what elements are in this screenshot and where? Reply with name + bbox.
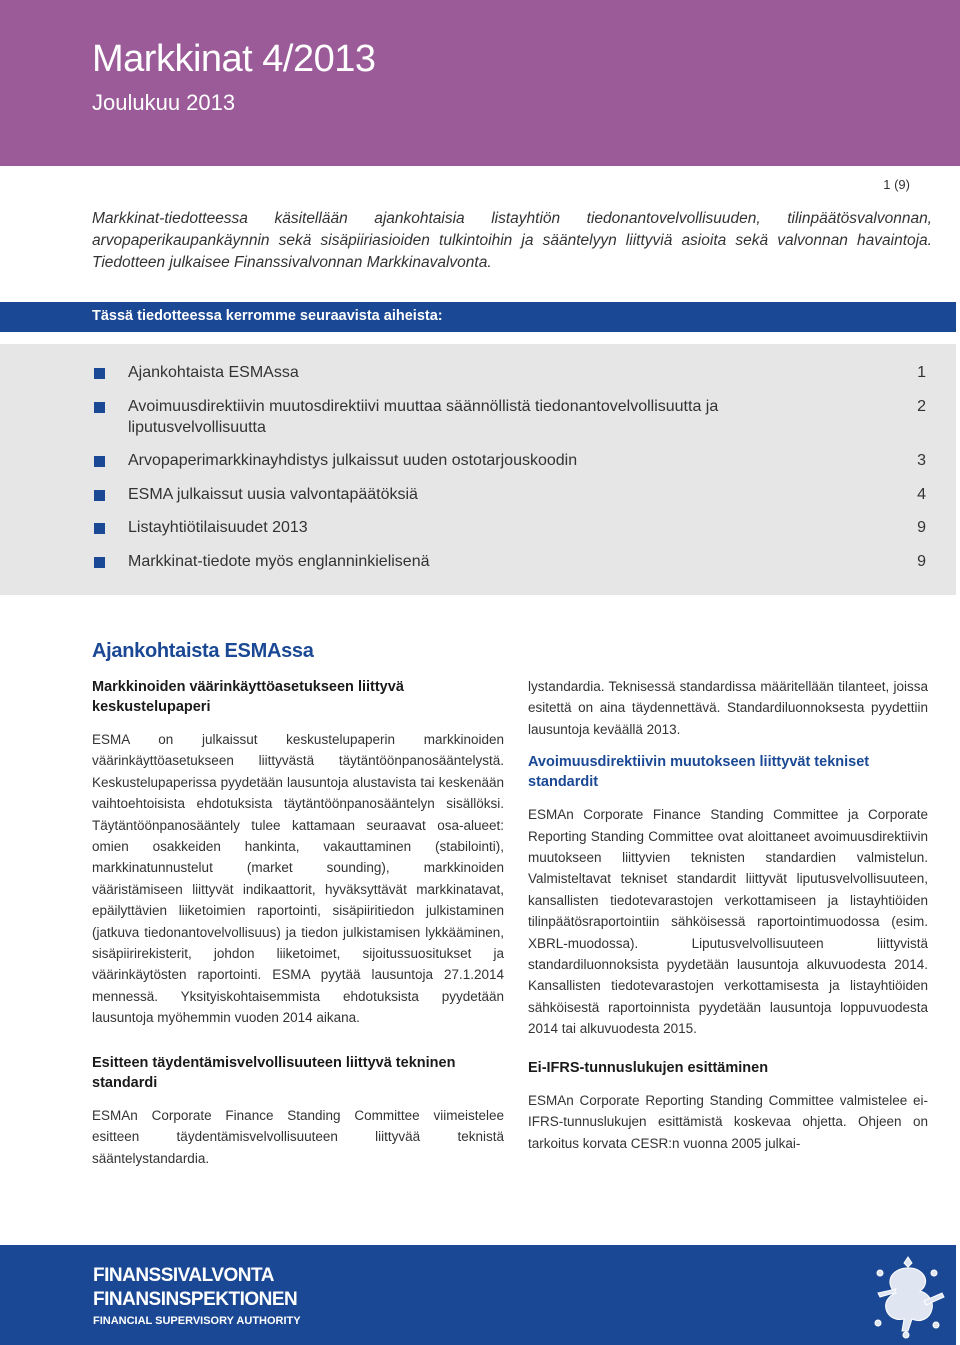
square-bullet-icon xyxy=(94,557,105,568)
header-banner xyxy=(0,0,960,166)
subheading: Avoimuusdirektiivin muutokseen liittyvät tekniset standardit xyxy=(528,754,870,791)
toc-item-page: 9 xyxy=(917,553,926,570)
toc-item-label: Arvopaperimarkkinayhdistys julkaissut uuden ostotarjouskoodin xyxy=(128,452,578,469)
brand-name-en: FINANCIAL SUPERVISORY AUTHORITY xyxy=(93,1315,301,1327)
body-paragraph: ESMAn Corporate Finance Standing Committee viimeistelee esitteen täydentämisvelvollisuuteen liittyvää teknistä sääntelystandardia. xyxy=(92,1107,504,1166)
toc-item-page: 9 xyxy=(917,519,926,536)
square-bullet-icon xyxy=(94,523,105,534)
toc-item-label: Avoimuusdirektiivin muutosdirektiivi muuttaa säännöllistä tiedonantovelvollisuutta ja liputusvelvollisuutta xyxy=(128,398,719,436)
toc-item-label: Markkinat-tiedote myös englanninkielisenä xyxy=(128,553,430,570)
toc-item-page: 1 xyxy=(917,364,926,381)
brand-name-fi: FINANSSIVALVONTA xyxy=(93,1265,274,1286)
topics-heading: Tässä tiedotteessa kerromme seuraavista aiheista: xyxy=(92,308,443,324)
square-bullet-icon xyxy=(94,402,105,413)
toc-item-label: Listayhtiötilaisuudet 2013 xyxy=(128,519,308,536)
body-paragraph: lystandardia. Teknisessä standardissa määritellään tilanteet, joissa esitettä on aina täydennettävä. Standardiluonnoksesta pyydettiin lausuntoja keväällä 2013. xyxy=(528,679,928,737)
toc-item-page: 2 xyxy=(917,398,926,415)
subheading: Esitteen täydentämisvelvollisuuteen liittyvä tekninen standardi xyxy=(92,1054,456,1091)
brand-name-sv: FINANSINSPEKTIONEN xyxy=(93,1289,298,1310)
toc-item-page: 3 xyxy=(917,452,926,469)
publication-title: Markkinat 4/2013 xyxy=(92,38,376,80)
square-bullet-icon xyxy=(94,490,105,501)
body-paragraph: ESMA on julkaissut keskustelupaperin markkinoiden väärinkäyttöasetukseen liittyvästä täytäntöönpanosääntelystä. Keskustelupaperissa pyydetään lausuntoja alustavista tai keskenään vaihtoehtoisista ehdotuksista täytäntöönpanosääntelyn sisällöksi. Täytäntöönpanosääntely tulee kattamaan seuraavat osa-alueet: omien osakkeiden hankinta, vakauttaminen (stabilointi), markkinatunnustelut (market sounding), markkinoiden vääristämiseen liittyvät indikaattorit, hyväksyttävät markkinatavat, epäilyttävien liiketoimien raportointi, sisäpiiritiedon julkistaminen (jatkuva tiedonantovelvollisuus) ja tiedon julkistamisen lykkääminen, sisäpiirirekisterit, johdon liiketoimet, sijoitussuositukset ja väärinkäytösten raportointi. ESMA pyytää lausuntoja 27.1.2014 mennessä. Yksityiskohtaisemmista ehdotuksista pyydetään lausuntoja myöhemmin vuoden 2014 aikana. xyxy=(92,732,504,1026)
square-bullet-icon xyxy=(94,368,105,379)
toc-item-label: ESMA julkaissut uusia valvontapäätöksiä xyxy=(128,486,418,503)
footer-banner xyxy=(0,1245,956,1345)
topics-heading-bar xyxy=(0,302,956,332)
toc-item-label: Ajankohtaista ESMAssa xyxy=(128,364,299,381)
body-paragraph: ESMAn Corporate Reporting Standing Committee valmistelee ei-IFRS-tunnuslukujen esittämistä koskevaa ohjetta. Ohjeen on tarkoitus korvata CESR:n vuonna 2005 julkai- xyxy=(528,1092,928,1151)
article-right-column xyxy=(528,676,928,1154)
publication-date: Joulukuu 2013 xyxy=(92,90,236,115)
body-paragraph: ESMAn Corporate Finance Standing Committee ja Corporate Reporting Standing Committee ovat aloittaneet avoimuusdirektiivin muutokseen liittyvien teknisten standardien valmistelun. Valmisteltavat tekniset standardit liittyvät liputusvelvollisuuteen, kansallisten tiedotevarastojen verkottamiseen ja listayhtiöiden tilinpäätösraportointiin sähköisessä raportointimuodossa (esim. XBRL-muodossa). Liputusvelvollisuuteen liittyvistä standardiluonnoksista pyydetään lausuntoja alkuvuodesta 2014. Kansallisten tiedotevarastojen verkottamisesta ja listayhtiöiden sähköisestä raportoinnista pyydetään lausuntoja loppuvuodesta 2014 tai alkuvuodesta 2015. xyxy=(528,807,928,1037)
toc-item-page: 4 xyxy=(917,486,926,503)
page-number: 1 (9) xyxy=(883,177,910,192)
square-bullet-icon xyxy=(94,456,105,467)
intro-paragraph: Markkinat-tiedotteessa käsitellään ajankohtaisia listayhtiön tiedonantovelvollisuuden, tilinpäätösvalvonnan, arvopaperikaupankäynnin sekä sisäpiiriasioiden tulkintoihin ja sääntelyyn liittyviä asioita sekä valvonnan havaintoja. Tiedotteen julkaisee Finanssivalvonnan Markkinavalvonta. xyxy=(92,210,932,271)
subheading: Ei-IFRS-tunnuslukujen esittäminen xyxy=(528,1059,769,1076)
table-of-contents xyxy=(0,344,956,595)
finnish-lion-icon xyxy=(864,1253,950,1341)
article-left-column xyxy=(92,640,504,1169)
subheading: Markkinoiden väärinkäyttöasetukseen liittyvä keskustelupaperi xyxy=(92,679,404,715)
section-title: Ajankohtaista ESMAssa xyxy=(92,640,314,662)
